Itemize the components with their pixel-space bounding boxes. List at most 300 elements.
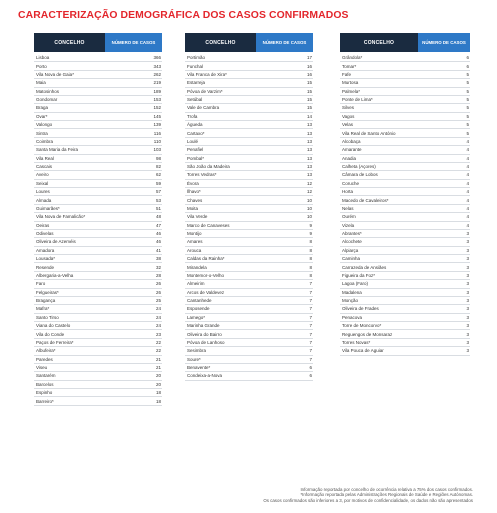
table-header	[185, 33, 313, 52]
concelho-name: Coimbra	[36, 138, 54, 144]
table-row	[185, 305, 313, 313]
table-row	[34, 238, 162, 246]
case-count: 7	[309, 331, 312, 337]
table-row	[340, 155, 470, 163]
case-count: 13	[306, 122, 312, 128]
table-row	[340, 113, 470, 121]
table-row	[185, 205, 313, 213]
concelho-name: Lisboa	[36, 55, 50, 61]
case-count: 6	[466, 55, 469, 61]
table-row	[185, 96, 313, 104]
case-count: 21	[155, 356, 161, 362]
concelho-name: Anadia	[342, 155, 357, 161]
case-count: 8	[309, 247, 312, 253]
table-row	[340, 180, 470, 188]
case-count: 103	[153, 147, 161, 153]
concelho-name: Matosinhos	[36, 88, 60, 94]
case-count: 262	[153, 71, 161, 77]
concelho-name: Almeirim	[187, 281, 205, 287]
concelho-name: Horta	[342, 189, 354, 195]
table-row	[340, 171, 470, 179]
case-count: 8	[309, 272, 312, 278]
concelho-name: Cartaxo*	[187, 130, 205, 136]
concelho-name: Pombal*	[187, 155, 205, 161]
case-count: 10	[306, 197, 312, 203]
concelho-name: Penacova	[342, 314, 363, 320]
case-count: 25	[155, 298, 161, 304]
case-count: 5	[466, 71, 469, 77]
concelho-name: Barcelos	[36, 381, 54, 387]
table-row	[340, 96, 470, 104]
concelho-name: Chaves	[187, 197, 203, 203]
concelho-name: Benavente*	[187, 365, 211, 371]
case-count: 3	[466, 298, 469, 304]
concelho-name: Mafra*	[36, 306, 50, 312]
table-row	[185, 129, 313, 137]
concelho-name: Albufeira*	[36, 348, 56, 354]
case-count: 14	[306, 113, 312, 119]
footnotes	[263, 487, 473, 503]
table-row	[185, 272, 313, 280]
concelho-name: Vizela	[342, 222, 355, 228]
concelho-name: Figueira da Foz*	[342, 272, 376, 278]
concelho-name: Odivelas	[36, 231, 54, 237]
table-row	[340, 280, 470, 288]
table-column-1	[34, 33, 162, 406]
concelho-name: Évora	[187, 180, 199, 186]
concelho-name: Coruche	[342, 180, 360, 186]
header-numero-casos: NÚMERO DE CASOS	[256, 33, 313, 52]
header-concelho: CONCELHO	[340, 33, 418, 52]
table-row	[34, 88, 162, 96]
table-row	[340, 289, 470, 297]
concelho-name: Braga	[36, 105, 49, 111]
concelho-name: Paredes	[36, 356, 53, 362]
table-row	[185, 347, 313, 355]
concelho-name: Amares	[187, 239, 203, 245]
concelho-name: Câmara de Lobos	[342, 172, 378, 178]
concelho-name: Reguengos de Monsaraz	[342, 331, 393, 337]
concelho-name: Valongo	[36, 122, 53, 128]
concelho-name: Arouca	[187, 247, 202, 253]
case-count: 3	[466, 256, 469, 262]
case-count: 4	[466, 155, 469, 161]
case-count: 152	[153, 105, 161, 111]
table-row	[185, 314, 313, 322]
case-count: 13	[306, 172, 312, 178]
case-count: 28	[155, 272, 161, 278]
table-row	[34, 188, 162, 196]
table-row	[34, 222, 162, 230]
concelho-name: Alpiarça	[342, 247, 359, 253]
concelho-name: Lagoa (Faro)	[342, 281, 369, 287]
concelho-name: Águeda	[187, 122, 203, 128]
table-row	[34, 389, 162, 397]
case-count: 7	[309, 339, 312, 345]
table-row	[34, 96, 162, 104]
case-count: 5	[466, 88, 469, 94]
concelho-name: Ponte de Lima*	[342, 97, 373, 103]
table-row	[340, 138, 470, 146]
case-count: 4	[466, 138, 469, 144]
concelho-name: Lousada*	[36, 256, 56, 262]
table-row	[185, 263, 313, 271]
footnote: Os casos confirmados são inferiores a 3, por motivos de confidencialidade, os dados não são apresentados	[263, 497, 473, 503]
case-count: 4	[466, 222, 469, 228]
case-count: 116	[153, 130, 161, 136]
case-count: 26	[155, 281, 161, 287]
table-row	[185, 330, 313, 338]
table-row	[34, 230, 162, 238]
case-count: 15	[306, 105, 312, 111]
case-count: 8	[309, 239, 312, 245]
concelho-name: Estarreja	[187, 80, 206, 86]
concelho-name: Vila Franca de Xira*	[187, 71, 227, 77]
table-row	[340, 163, 470, 171]
case-count: 6	[309, 365, 312, 371]
table-row	[185, 230, 313, 238]
concelho-name: Torres Novas*	[342, 339, 371, 345]
case-count: 18	[155, 398, 161, 404]
table-row	[340, 121, 470, 129]
case-count: 53	[155, 197, 161, 203]
case-count: 59	[155, 180, 161, 186]
concelho-name: Vale de Cambra	[187, 105, 220, 111]
table-row	[340, 222, 470, 230]
table-row	[185, 188, 313, 196]
table-row	[185, 88, 313, 96]
case-count: 12	[306, 189, 312, 195]
concelho-name: Palmela*	[342, 88, 361, 94]
case-count: 13	[306, 164, 312, 170]
case-count: 12	[306, 180, 312, 186]
case-count: 3	[466, 323, 469, 329]
case-count: 3	[466, 348, 469, 354]
case-count: 8	[309, 264, 312, 270]
concelho-name: Trofa	[187, 113, 198, 119]
case-count: 7	[309, 356, 312, 362]
case-count: 32	[155, 264, 161, 270]
table-row	[185, 280, 313, 288]
table-row	[185, 104, 313, 112]
concelho-name: Lamego*	[187, 314, 206, 320]
table-row	[34, 255, 162, 263]
concelho-name: Arcos de Valdevez	[187, 289, 225, 295]
concelho-name: Caldas da Rainha*	[187, 256, 225, 262]
case-count: 219	[153, 80, 161, 86]
case-count: 3	[466, 281, 469, 287]
concelho-name: Santa Maria da Feira	[36, 147, 79, 153]
table-row	[185, 222, 313, 230]
case-count: 3	[466, 272, 469, 278]
case-count: 153	[153, 97, 161, 103]
concelho-name: Ílhavo*	[187, 189, 201, 195]
table-row	[34, 347, 162, 355]
concelho-name: Viseu	[36, 365, 48, 371]
table-row	[340, 146, 470, 154]
table-row	[34, 79, 162, 87]
case-count: 6	[309, 373, 312, 379]
case-count: 7	[309, 348, 312, 354]
table-row	[34, 356, 162, 364]
table-row	[340, 104, 470, 112]
concelho-name: Penafiel	[187, 147, 204, 153]
case-count: 4	[466, 189, 469, 195]
table-row	[340, 188, 470, 196]
case-count: 15	[306, 88, 312, 94]
case-count: 10	[306, 214, 312, 220]
concelho-name: Tomar*	[342, 63, 357, 69]
concelho-name: Fafe	[342, 71, 352, 77]
case-count: 15	[306, 80, 312, 86]
table-row	[340, 347, 470, 355]
concelho-name: Torre de Moncorvo*	[342, 323, 382, 329]
concelho-name: Gondomar	[36, 97, 58, 103]
case-count: 366	[153, 55, 161, 61]
table-row	[340, 71, 470, 79]
concelho-name: Setúbal	[187, 97, 203, 103]
table-row	[34, 314, 162, 322]
concelho-name: Grândola*	[342, 55, 363, 61]
case-count: 5	[466, 105, 469, 111]
case-count: 22	[155, 339, 161, 345]
table-row	[34, 163, 162, 171]
concelho-name: Oliveira do Bairro	[187, 331, 222, 337]
concelho-name: Soure*	[187, 356, 201, 362]
case-count: 5	[466, 80, 469, 86]
concelho-name: Albergaria-a-Velha	[36, 272, 74, 278]
case-count: 57	[155, 189, 161, 195]
case-count: 47	[155, 222, 161, 228]
table-row	[185, 171, 313, 179]
case-count: 139	[153, 122, 161, 128]
case-count: 6	[466, 63, 469, 69]
table-row	[34, 272, 162, 280]
concelho-name: Viana do Castelo	[36, 323, 71, 329]
table-row	[34, 280, 162, 288]
concelho-name: Vila Real	[36, 155, 54, 161]
case-count: 5	[466, 113, 469, 119]
concelho-name: Velas	[342, 122, 354, 128]
case-count: 82	[155, 164, 161, 170]
table-column-2	[185, 33, 313, 381]
concelho-name: Oliveira de Frades	[342, 306, 379, 312]
concelho-name: Monção	[342, 298, 359, 304]
case-count: 48	[155, 214, 161, 220]
concelho-name: Macedo de Cavaleiros*	[342, 197, 389, 203]
case-count: 62	[155, 172, 161, 178]
case-count: 17	[306, 55, 312, 61]
table-row	[34, 71, 162, 79]
concelho-name: Vila do Conde	[36, 331, 65, 337]
concelho-name: Barreiro*	[36, 398, 54, 404]
footnote: Informação reportada por concelho de ocorrência relativa a 75% dos casos confirmados.	[300, 487, 473, 492]
table-row	[340, 54, 470, 62]
table-row	[34, 129, 162, 137]
concelho-name: Cascais	[36, 164, 53, 170]
table-row	[340, 322, 470, 330]
table-row	[34, 381, 162, 389]
case-count: 21	[155, 365, 161, 371]
table-row	[340, 88, 470, 96]
table-row	[34, 330, 162, 338]
table-row	[340, 62, 470, 70]
table-row	[340, 263, 470, 271]
concelho-name: Faro	[36, 281, 46, 287]
table-row	[34, 62, 162, 70]
concelho-name: Seixal	[36, 180, 49, 186]
case-count: 41	[155, 247, 161, 253]
header-numero-casos: NÚMERO DE CASOS	[105, 33, 162, 52]
table-row	[340, 305, 470, 313]
case-count: 4	[466, 164, 469, 170]
table-row	[185, 180, 313, 188]
concelho-name: Vila Verde	[187, 214, 208, 220]
table-row	[34, 155, 162, 163]
concelho-name: Mirandela	[187, 264, 207, 270]
table-row	[34, 322, 162, 330]
concelho-name: Alcobaça	[342, 138, 361, 144]
table-header	[340, 33, 470, 52]
case-count: 38	[155, 256, 161, 262]
table-row	[340, 247, 470, 255]
concelho-name: Murtosa	[342, 80, 359, 86]
concelho-name: Vila Nova de Famalicão*	[36, 214, 86, 220]
case-count: 3	[466, 339, 469, 345]
case-count: 4	[466, 205, 469, 211]
case-count: 24	[155, 306, 161, 312]
table-row	[340, 330, 470, 338]
concelho-name: Vila Real de Santo António	[342, 130, 396, 136]
case-count: 8	[309, 256, 312, 262]
concelho-name: Ourém	[342, 214, 356, 220]
concelho-name: Alcochete	[342, 239, 362, 245]
table-row	[185, 364, 313, 372]
table-row	[34, 180, 162, 188]
concelho-name: Montemor-o-Velho	[187, 272, 225, 278]
table-row	[185, 289, 313, 297]
concelho-name: Vagos	[342, 113, 355, 119]
case-count: 9	[309, 231, 312, 237]
concelho-name: Loulé	[187, 138, 199, 144]
concelho-name: Póvoa de Lanhoso	[187, 339, 225, 345]
case-count: 4	[466, 172, 469, 178]
concelho-name: Cantanhede	[187, 298, 212, 304]
table-row	[185, 138, 313, 146]
case-count: 10	[306, 205, 312, 211]
table-row	[34, 121, 162, 129]
concelho-name: Montijo	[187, 231, 202, 237]
table-row	[34, 171, 162, 179]
concelho-name: Marco de Canaveses	[187, 222, 230, 228]
concelho-name: Porto	[36, 63, 47, 69]
header-numero-casos: NÚMERO DE CASOS	[418, 33, 470, 52]
table-header	[34, 33, 162, 52]
concelho-name: Oeiras	[36, 222, 50, 228]
concelho-name: Aveiro	[36, 172, 49, 178]
table-row	[340, 238, 470, 246]
table-row	[34, 263, 162, 271]
case-count: 46	[155, 239, 161, 245]
table-row	[185, 247, 313, 255]
table-row	[185, 163, 313, 171]
concelho-name: Paços de Ferreira*	[36, 339, 74, 345]
case-count: 7	[309, 289, 312, 295]
table-row	[340, 129, 470, 137]
case-count: 3	[466, 239, 469, 245]
table-row	[340, 230, 470, 238]
concelho-name: Oliveira de Azeméis	[36, 239, 76, 245]
case-count: 3	[466, 289, 469, 295]
table-row	[185, 146, 313, 154]
case-count: 24	[155, 314, 161, 320]
concelho-name: Santarém	[36, 373, 56, 379]
concelho-name: Moita	[187, 205, 199, 211]
table-row	[340, 297, 470, 305]
table-row	[185, 255, 313, 263]
table-row	[185, 54, 313, 62]
footnote: *Informação reportada pelas Administrações Regionais de Saúde e Regiões Autónomas.	[300, 492, 473, 498]
table-row	[340, 255, 470, 263]
case-count: 20	[155, 373, 161, 379]
concelho-name: Vila Pouca de Aguiar	[342, 348, 384, 354]
concelho-name: Funchal	[187, 63, 204, 69]
table-row	[34, 104, 162, 112]
table-row	[34, 213, 162, 221]
concelho-name: Abrantes*	[342, 231, 362, 237]
concelho-name: Sesimbra	[187, 348, 207, 354]
table-row	[340, 314, 470, 322]
case-count: 98	[155, 155, 161, 161]
case-count: 145	[153, 113, 161, 119]
table-row	[185, 196, 313, 204]
case-count: 7	[309, 314, 312, 320]
case-count: 7	[309, 281, 312, 287]
table-row	[185, 113, 313, 121]
table-row	[340, 213, 470, 221]
concelho-name: Almada	[36, 197, 52, 203]
table-column-3	[340, 33, 470, 356]
table-row	[340, 205, 470, 213]
case-count: 4	[466, 197, 469, 203]
table-row	[340, 272, 470, 280]
concelho-name: Torres Vedras*	[187, 172, 217, 178]
case-count: 16	[306, 63, 312, 69]
table-row	[34, 54, 162, 62]
concelho-name: Ovar*	[36, 113, 48, 119]
concelho-name: Caminha	[342, 256, 361, 262]
concelho-name: Bragança	[36, 298, 56, 304]
concelho-name: Madalena	[342, 289, 362, 295]
table-row	[185, 155, 313, 163]
concelho-name: Póvoa de Varzim*	[187, 88, 223, 94]
table-row	[34, 247, 162, 255]
table-row	[185, 71, 313, 79]
concelho-name: Nelas	[342, 205, 354, 211]
page-title: CARACTERIZAÇÃO DEMOGRÁFICA DOS CASOS CONFIRMADOS	[18, 10, 349, 21]
header-concelho: CONCELHO	[185, 33, 256, 52]
case-count: 4	[466, 180, 469, 186]
concelho-name: Marinha Grande	[187, 323, 220, 329]
table-row	[34, 372, 162, 380]
header-concelho: CONCELHO	[34, 33, 105, 52]
table-row	[185, 238, 313, 246]
case-count: 3	[466, 264, 469, 270]
table-row	[34, 364, 162, 372]
case-count: 13	[306, 155, 312, 161]
concelho-name: Condeixa-a-Nova	[187, 373, 223, 379]
table-row	[185, 121, 313, 129]
